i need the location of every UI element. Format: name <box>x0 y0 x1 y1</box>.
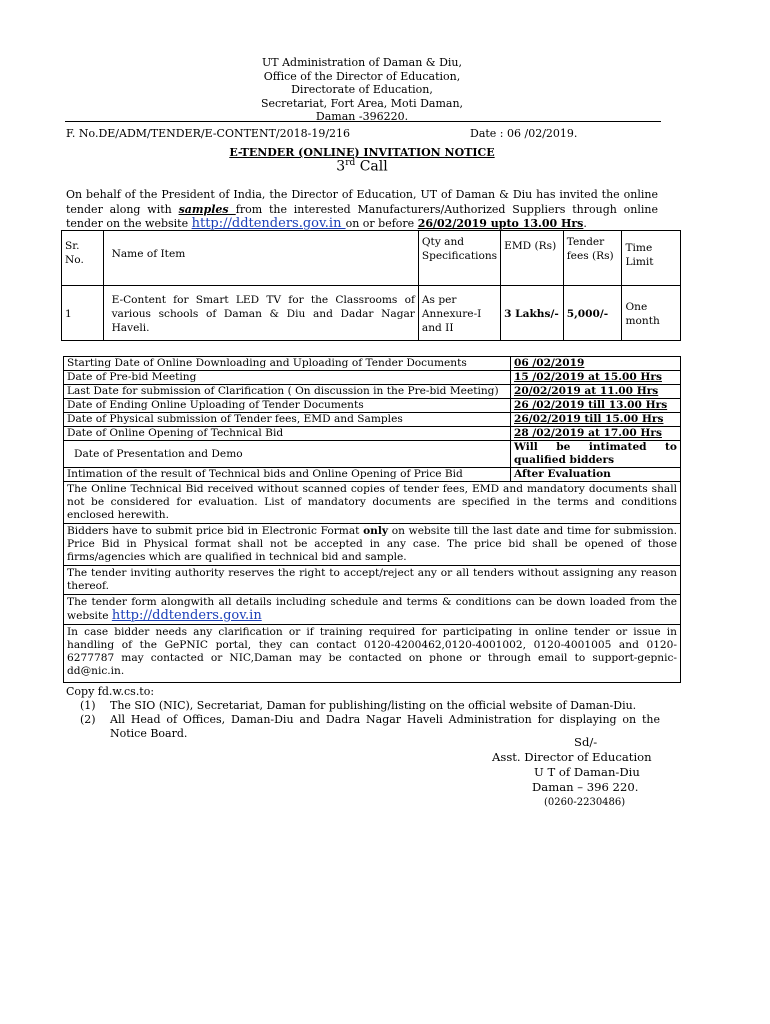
copy-item-number: (1) <box>80 699 96 712</box>
item-sr: 1 <box>62 286 104 341</box>
file-number: F. No.DE/ADM/TENDER/E-CONTENT/2018-19/216 <box>66 127 351 140</box>
schedule-label: Date of Online Opening of Technical Bid <box>64 427 511 441</box>
tender-website-link[interactable]: http://ddtenders.gov.in <box>191 216 346 231</box>
table-row <box>64 427 681 441</box>
note-price-bid <box>64 524 681 566</box>
office-header <box>160 56 564 124</box>
note-evaluation: The Online Technical Bid received without scanned copies of tender fees, EMD and mandatory documents shall not be considered for evaluation. List of mandatory documents are specified in the terms and conditions enclosed herewith. <box>64 482 681 524</box>
header-item-name: Name of Item <box>103 231 418 286</box>
schedule-value: After Evaluation <box>511 468 681 482</box>
schedule-label: Starting Date of Online Downloading and Uploading of Tender Documents <box>64 357 511 371</box>
table-row <box>64 595 681 625</box>
intro-text: on or before <box>345 217 418 230</box>
copy-section <box>66 685 660 741</box>
intro-paragraph <box>66 188 658 232</box>
intro-text: from the interested Manufacturers/Authorized Suppliers through online tender on the website <box>66 202 659 230</box>
deadline-text: 26/02/2019 upto 13.00 Hrs <box>417 217 584 230</box>
header-emd: EMD (Rs) <box>501 231 564 286</box>
table-row <box>64 482 681 524</box>
table-row <box>64 625 681 683</box>
table-row <box>64 468 681 482</box>
header-line: Daman -396220. <box>315 110 409 124</box>
note-text: Bidders have to submit price bid in Electronic Format <box>67 525 364 537</box>
schedule-label: Last Date for submission of Clarification ( On discussion in the Pre-bid Meeting) <box>64 385 511 399</box>
call-word: Call <box>355 158 388 175</box>
item-table <box>61 230 681 341</box>
header-sr-no: Sr. No. <box>62 231 104 286</box>
header-divider <box>65 121 661 122</box>
signature-phone: (0260-2230486) <box>544 797 626 808</box>
item-qty: As per Annexure-I and II <box>418 286 500 341</box>
table-row <box>64 566 681 595</box>
schedule-table <box>63 356 681 683</box>
table-row <box>64 385 681 399</box>
schedule-label: Date of Presentation and Demo <box>64 441 511 468</box>
notice-date: Date : 06 /02/2019. <box>470 127 578 140</box>
schedule-label: Date of Ending Online Uploading of Tender Documents <box>64 399 511 413</box>
schedule-value: Will be intimated to qualified bidders <box>511 441 681 468</box>
table-row <box>64 524 681 566</box>
call-suffix: rd <box>345 158 356 168</box>
schedule-value: 26 /02/2019 till 13.00 Hrs <box>511 399 681 413</box>
copy-item-text: The SIO (NIC), Secretariat, Daman for publishing/listing on the official website of Daman-Diu. <box>110 699 637 712</box>
item-table-header <box>62 231 681 286</box>
signature-sd: Sd/- <box>574 735 598 749</box>
header-time-limit: Time Limit <box>622 231 681 286</box>
header-line: UT Administration of Daman & Diu, <box>261 56 462 69</box>
schedule-label: Intimation of the result of Technical bids and Online Opening of Price Bid <box>64 468 511 482</box>
signature-office: U T of Daman-Diu <box>534 765 640 779</box>
copy-item-text: All Head of Offices, Daman-Diu and Dadra Nagar Haveli Administration for displaying on the Notice Board. <box>110 713 660 740</box>
signature-block <box>492 735 682 810</box>
list-item <box>66 699 660 713</box>
item-fees: 5,000/- <box>563 286 622 341</box>
table-row <box>62 286 681 341</box>
notice-title: E-TENDER (ONLINE) INVITATION NOTICE <box>229 146 495 159</box>
intro-text: . <box>583 217 587 230</box>
schedule-label: Date of Pre-bid Meeting <box>64 371 511 385</box>
download-website-link[interactable]: http://ddtenders.gov.in <box>111 608 262 623</box>
intro-text: On behalf of the President of India, the Director of Education, UT of Daman & Diu has invited the online tender along with <box>66 188 658 216</box>
copy-item-number: (2) <box>80 713 96 726</box>
item-time: One month <box>622 286 681 341</box>
header-tender-fees: Tender fees (Rs) <box>563 231 622 286</box>
signature-designation: Asst. Director of Education <box>492 750 652 764</box>
schedule-label: Date of Physical submission of Tender fees, EMD and Samples <box>64 413 511 427</box>
schedule-value: 20/02/2019 at 11.00 Hrs <box>511 385 681 399</box>
table-row <box>64 399 681 413</box>
header-line: Secretariat, Fort Area, Moti Daman, <box>260 96 464 110</box>
schedule-value: 28 /02/2019 at 17.00 Hrs <box>511 427 681 441</box>
note-rights: The tender inviting authority reserves the right to accept/reject any or all tenders without assigning any reason thereof. <box>64 566 681 595</box>
note-support: In case bidder needs any clarification or if training required for participating in online tender or issue in handling of the GePNIC portal, they can contact 0120-4200462,0120-4001002, 0120-4001005 and 0120-6277787 may contacted or NIC,Daman may be contacted on phone or through email to support-gepnic-dd@nic.in. <box>64 625 681 683</box>
note-text: The tender form alongwith all details including schedule and terms & conditions can be down loaded from the website <box>67 596 677 622</box>
schedule-value: 15 /02/2019 at 15.00 Hrs <box>511 371 681 385</box>
header-qty: Qty and Specifications <box>418 231 500 286</box>
header-line: Office of the Director of Education, <box>263 69 461 83</box>
header-line: Directorate of Education, <box>291 83 433 97</box>
note-text: on website till the last date and time for submission. Price Bid in Physical format shall not be accepted in any case. The price bid shall be opened of those firms/agencies which are qualified in technical bid and sample. <box>67 525 678 563</box>
call-label <box>260 158 464 176</box>
schedule-value: 06 /02/2019 <box>511 357 681 371</box>
table-row <box>64 357 681 371</box>
signature-place: Daman – 396 220. <box>532 780 639 794</box>
item-emd: 3 Lakhs/- <box>501 286 564 341</box>
note-emphasis: only <box>363 525 389 537</box>
schedule-value: 26/02/2019 till 15.00 Hrs <box>511 413 681 427</box>
item-name: E-Content for Smart LED TV for the Classrooms of various schools of Daman & Diu and Dadar Nagar Haveli. <box>103 286 418 341</box>
copy-heading: Copy fd.w.cs.to: <box>66 685 155 698</box>
call-number: 3 <box>336 158 346 175</box>
note-download <box>64 595 681 625</box>
samples-text: samples <box>178 202 236 216</box>
table-row <box>64 441 681 468</box>
table-row <box>64 413 681 427</box>
table-row <box>64 371 681 385</box>
